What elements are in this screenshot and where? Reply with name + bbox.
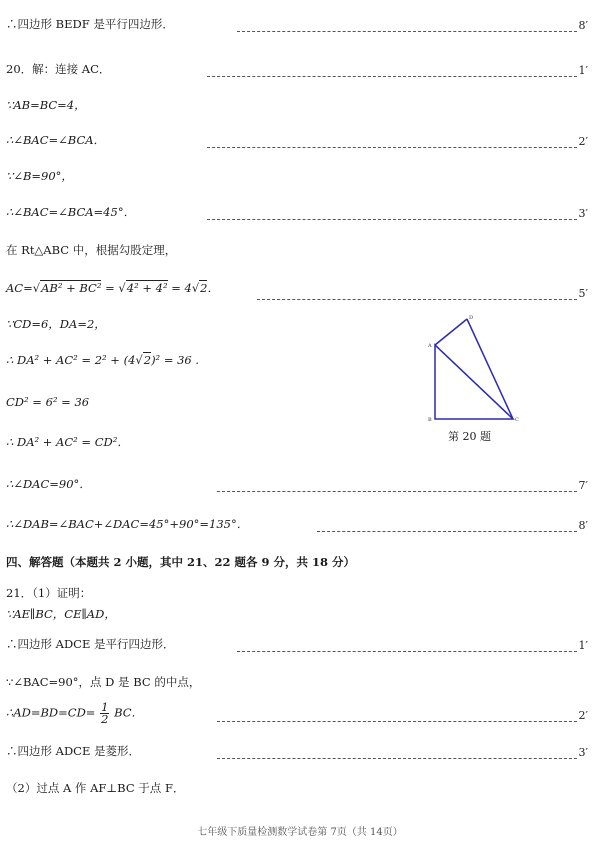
angle-dab-135: ∴∠DAB=∠BAC+∠DAC=45°+90°=135°． [6,517,249,531]
angle-dac-90: ∴∠DAC=90°． [6,477,91,491]
label-c: C [515,417,519,423]
part-2-construction: （2）过点 A 作 AF⊥BC 于点 F． [6,781,185,795]
score-mark: 7′ [217,478,589,492]
score-mark: 3′ [217,745,589,759]
angle-b-90: ∵∠B=90°， [6,169,73,183]
page-footer: 七年级下质量检测数学试卷第 7页（共 14页） [197,827,403,838]
angle-equality: ∴∠BAC=∠BCA． [6,133,106,147]
pythagoras-intro: 在 Rt△ABC 中，根据勾股定理， [6,243,177,257]
formula-sum-squares: ∴ DA² + AC² = 2² + (4√2)² = 36 . [6,353,200,367]
given-cd-da: ∵CD=6，DA=2， [6,317,106,331]
problem-20-start: 20．解：连接 AC． [6,62,111,76]
figure-caption: 第 20 题 [448,430,491,443]
formula-cd-squared: CD² = 6² = 36 [6,395,90,409]
label-b: B [428,417,432,423]
angle-45: ∴∠BAC=∠BCA=45°． [6,205,136,219]
given-angle-midpoint: ∵∠BAC=90°，点 D 是 BC 的中点， [6,675,201,689]
label-d: D [469,315,474,321]
label-a: A [428,343,432,349]
segment-dc [467,319,513,419]
score-mark: 2′ [207,134,589,148]
given-parallel: ∵AE∥BC，CE∥AD， [6,607,116,621]
formula-converse: ∴ DA² + AC² = CD²． [6,435,129,449]
score-mark: 1′ [237,638,589,652]
problem-21-start: 21．（1）证明： [6,586,92,600]
score-mark: 8′ [317,518,589,532]
formula-ad-bd-cd: ∴AD=BD=CD= $\frac{1}{2}$ BC． [6,700,144,726]
score-mark: 3′ [207,206,589,220]
adce-rhombus: ∴四边形 ADCE 是菱形． [6,744,141,758]
section-four-heading: 四、解答题（本题共 2 小题，其中 21、22 题各 9 分，共 18 分） [6,555,356,569]
score-mark: 8′ [237,18,589,32]
formula-ac: AC=√AB² + BC² = √4² + 4² = 4√2． [6,281,219,295]
score-mark: 5′ [257,286,589,300]
score-mark: 2′ [217,708,589,722]
statement-bedf-parallelogram: ∴四边形 BEDF 是平行四边形． [6,17,174,31]
adce-parallelogram: ∴四边形 ADCE 是平行四边形． [6,637,175,651]
score-mark: 1′ [207,63,589,77]
figure-20-diagram [425,313,525,423]
segment-ad [435,319,467,345]
given-ab-bc: ∵AB=BC=4， [6,98,86,112]
